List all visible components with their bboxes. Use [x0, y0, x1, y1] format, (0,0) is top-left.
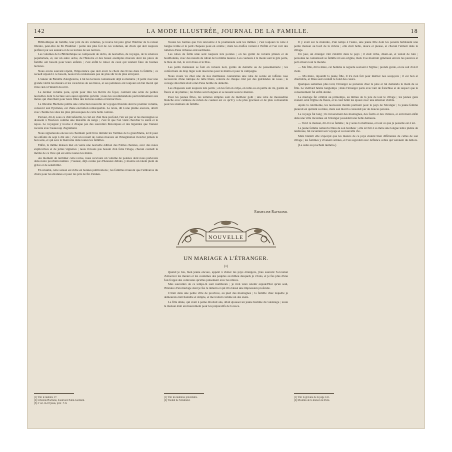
column-middle [164, 41, 288, 211]
story-title: UN MARIAGE A L'ÉTRANGER. [183, 256, 269, 262]
footnotes-right [294, 396, 418, 402]
vignette-label: NOUVELLE [208, 234, 244, 241]
paragraph: Les chapeaux sont toujours très petits ; on les fait en crêpe, en tulle ou en paille de riz, garnis de fleurs et de plumes ; les brides sont longues et se nouent sous le menton. [164, 86, 288, 94]
footnote: (1) Voir le numéro 17. [34, 396, 58, 399]
paragraph: Les volumes de la Bibliothèque se composent de récits, de nouvelles, de voyages, de la sciences popularisée, et, sur un autre ordre, de l'histoire et des beaux exemples moraux dont les pères de famille ont besoin pour leurs enfants ; c'est enfin le trésor de ceux qui veulent faire de bonnes lectures. [34, 52, 158, 68]
paragraph: Nous signalerons encore un charmant petit livre intitulé les Veillées de la grand'mère, écrit pour les enfants de sept à dix ans ; c'est un recueil de contes moraux où l'imagination n'exclut jamais le bon sens, et qui sera le bienvenu dans toutes les familles. [34, 130, 158, 143]
newspaper-page [28, 24, 424, 428]
journal-title: LA MODE ILLUSTRÉE, JOURNAL DE LA FAMILLE. [146, 29, 309, 35]
paragraph: Bibliothèque de famille, leur prix de six volumes, je trouve lui père grisé l'héritier de la raison libraire, peut-être de M. Haulmet : partie des plus fort de ces volumes, un choix qui doit toujours préférer par ses auteurs et de sa lecture de ses notices. [34, 41, 158, 52]
story-subtitle: (1) [224, 264, 228, 268]
column-left [34, 41, 158, 423]
paragraph: Quelques semaines plus tard, l'étranger se présenta chez le père et lui demanda la main de sa fille. Le vieillard hésita longtemps ; mais l'étranger parla avec tant de franchise et de respect que le consentement fut enfin donné. [294, 82, 418, 94]
paragraph: C'était dans une petite ville de province, au pied des montagnes ; la famille chez laquelle je demeurais était honnête et simple, et me traitait comme un des siens. [164, 291, 288, 299]
paragraph: Nous avons vu chez une de nos meilleures couturières une robe de soirée en taffetas rose recouverte d'une tunique de tulle blanc, relevée de chaque côté par des guirlandes de roses ; le corsage décolleté était orné d'une berthe de dentelle. [164, 73, 288, 86]
page-header [34, 27, 418, 37]
paragraph: Pour les jeunes filles, les toilettes simples sont de meilleur goût ; une robe de mousseline blanche avec ceinture de ruban de couleur est ce qu'il y a de plus gracieux et de plus convenable pour les réunions de famille. [164, 94, 288, 107]
footnote: (3) 2 vol. in-18 jésus, prix : 3 fr. [34, 402, 68, 406]
paragraph: Quand je fus, bien jeune encore, appelé à visiter les pays étrangers, j'eus souvent l'occasion d'observer les mœurs et les coutumes des peuples au milieu desquels je vivais, et je fus plus d'une fois frappé des contrastes qu'elles présentent avec les nôtres. [164, 271, 288, 282]
paragraph: — Ma fille, dit la mère, cet homme te regarde souvent à l'église ; prends garde, on ne sait d'où il vient. [294, 64, 418, 73]
footnote-rule [164, 393, 204, 394]
paragraph: La librairie Hachette publie une collection nouvelle de voyages illustrés dont le premier volume, consacré aux Pyrénées, est d'une exécution remarquable. Le texte, dû à une plume exercée, décrit avec charme les sites les plus pittoresques de cette belle contrée. [34, 102, 158, 114]
paragraph: Un jour, un étranger vint s'établir dans le pays ; il était riche, disait-on, et venait de loin ; personne ne connaissait sa famille ni son origine, mais il se montrait généreux envers les pauvres et poli envers tout le monde. [294, 52, 418, 64]
footnotes-left [34, 396, 158, 405]
footnote: (2) Modèles de la maison de Paris. [294, 399, 330, 403]
paragraph: Au moment de terminer cette revue, nous recevons un volume de poésies dont nous parlerons dans notre prochain numéro ; l'auteur, déjà connu par d'heureux débuts, y montre un talent plein de grâce et de sensibilité. [34, 155, 158, 168]
paragraph: Toutes les formes que l'on rencontre à la promenade sont les mêmes ; c'est toujours la robe à longue traîne et le petit chapeau posé en arrière ; mais les étoffes varient à l'infini et l'on voit des toilettes d'une richesse extraordinaire. [164, 41, 288, 52]
paragraph: Le mariage fut célébré au printemps, au milieu de la joie de tout le village ; les jeunes gens avaient orné l'église de fleurs, et le curé bénit les époux avec une émotion visible. [294, 94, 418, 103]
story-body [164, 271, 288, 389]
paragraph: En résumé, cette saison est riche en bonnes publications ; les familles n'auront que l'embarras du choix pour les étrennes et pour les prix de fin d'année. [34, 168, 158, 176]
paragraph: Après la cérémonie, les nouveaux mariés partirent pour le pays de l'étranger ; la jeune femme pleurait en quittant sa mère, mais son mari la consolait par de douces paroles. [294, 103, 418, 112]
paragraph: Les petits manteaux se font en velours noir, garnis de dentelle ou de passementerie ; les confections de drap léger sont réservées pour le matin et pour la campagne. [164, 64, 288, 73]
footnote: (1) Voir les numéros précédents. [164, 396, 198, 399]
paragraph: — Voici ta maison, dit-il à sa femme ; tu y seras la maîtresse, et tout ce que je possède est à toi. [298, 120, 416, 125]
page-number: 142 [34, 29, 45, 35]
issue-number: 18 [410, 29, 418, 35]
paragraph: — Ma mère, répondit la jeune fille, il n'a rien fait pour mériter nos soupçons ; il est bon et charitable, et Dieu seul connaît le fond des cœurs. [294, 73, 418, 82]
author-signature: Emmeline Raymond. [254, 210, 288, 214]
paragraph: La fille aînée, qui avait à peine dix-huit ans, allait épouser un jeune homme du voisinage ; toute la maison était en mouvement pour les préparatifs de la noce. [164, 299, 288, 308]
footnotes-middle [164, 396, 288, 402]
paragraph: Enfin, la même maison met en vente une nouvelle édition des Fables choisies, avec des notes explicatives et de jolies vignettes ; nous n'avons pas besoin d'en faire l'éloge, chacun connaît le mérite de ce livre qui est entre toutes les mains. [34, 143, 158, 155]
paragraph: L'auteur de Bataille d'Angleterre, à lui les lecteurs connaissent déjà sa manière ; il peint avec une grande vérité les mœurs et les caractères de ses héros, et ses peintures ont toujours un but moral qui n'ôte rien à l'intérêt du récit. [34, 77, 158, 89]
column-right [294, 41, 418, 423]
paragraph: Mes souvenirs de ce temps-là sont nombreux ; je n'en veux retenir aujourd'hui qu'un seul, l'histoire d'un mariage dont je fus le témoin et qui m'a laissé une impression profonde. [164, 282, 288, 291]
footnote: (1) Voir la gravure de la page 141. [294, 396, 330, 399]
paragraph: (La suite au prochain numéro.) [298, 143, 337, 148]
paragraph: La jeune femme remercia Dieu de son bonheur ; elle écrivit à sa mère une longue lettre pleine de tendresse, lui racontant son voyage et sa nouvelle vie. [294, 125, 418, 134]
paragraph: Il y avait sur le moindre, d'un temps à l'autre, une jeune fille dont les parents habitaient une petite maison au bord de la rivière ; elle était belle, douce et pieuse, et chacun l'aimait dans le village. [294, 41, 418, 52]
paragraph: Nous avons souvent répété, l'importance que doit avoir le choix des livres dans la famille ; ce recueil répond à ce besoin, nous n'en connaissons pas de plus sûr ni de plus attrayant. [34, 68, 158, 77]
paragraph: Les robes de faille unie sont toujours très portées ; on les garnit de volants plissés et de bouillonnés, avec des nœuds de ruban de la même nuance. Les couleurs à la mode sont le gris perle, le bleu de ciel, le vert d'eau et le lilas. [164, 52, 288, 64]
header-rule [34, 37, 418, 38]
paragraph: Partout, dit-il, sous ce chèvrefeuille, le ciel est d'un bleu profond, l'air est pur et les montagnes se dressent à l'horizon comme une muraille de neige ; c'est là que l'on vient chercher la santé et le repos. Le voyageur y trouve à chaque pas des souvenirs historiques et des légendes que l'auteur raconte avec beaucoup d'agrément. [34, 114, 158, 130]
footnote: (2) Librairie Hachette, boulevard Saint-Germain. [34, 399, 85, 403]
footnote-rule [34, 393, 74, 394]
footnote-rule [294, 393, 334, 394]
paragraph: Le dernier volume paru, ayant pour titre les Récits du foyer, contient une série de petites nouvelles dont la lecture sera aussi agréable qu'utile ; nous les recommandons particulièrement aux mères qui cherchent pour leurs filles des lectures saines et instructives. [34, 89, 158, 102]
paragraph: Mais bientôt elle s'aperçut que les mœurs de ce pays étaient bien différentes de celles de son village ; les femmes y vivaient retirées, et l'on regardait avec défiance celles qui venaient du dehors. [294, 134, 418, 143]
paragraph: Le voyage fut long ; ils traversèrent des montagnes, des forêts et des rivières, et arrivèrent enfin dans une ville inconnue où l'étranger possédait une belle demeure. [294, 112, 418, 120]
footnote: (2) Traduit de l'allemand. [164, 399, 191, 403]
ornamental-vignette [174, 219, 278, 253]
